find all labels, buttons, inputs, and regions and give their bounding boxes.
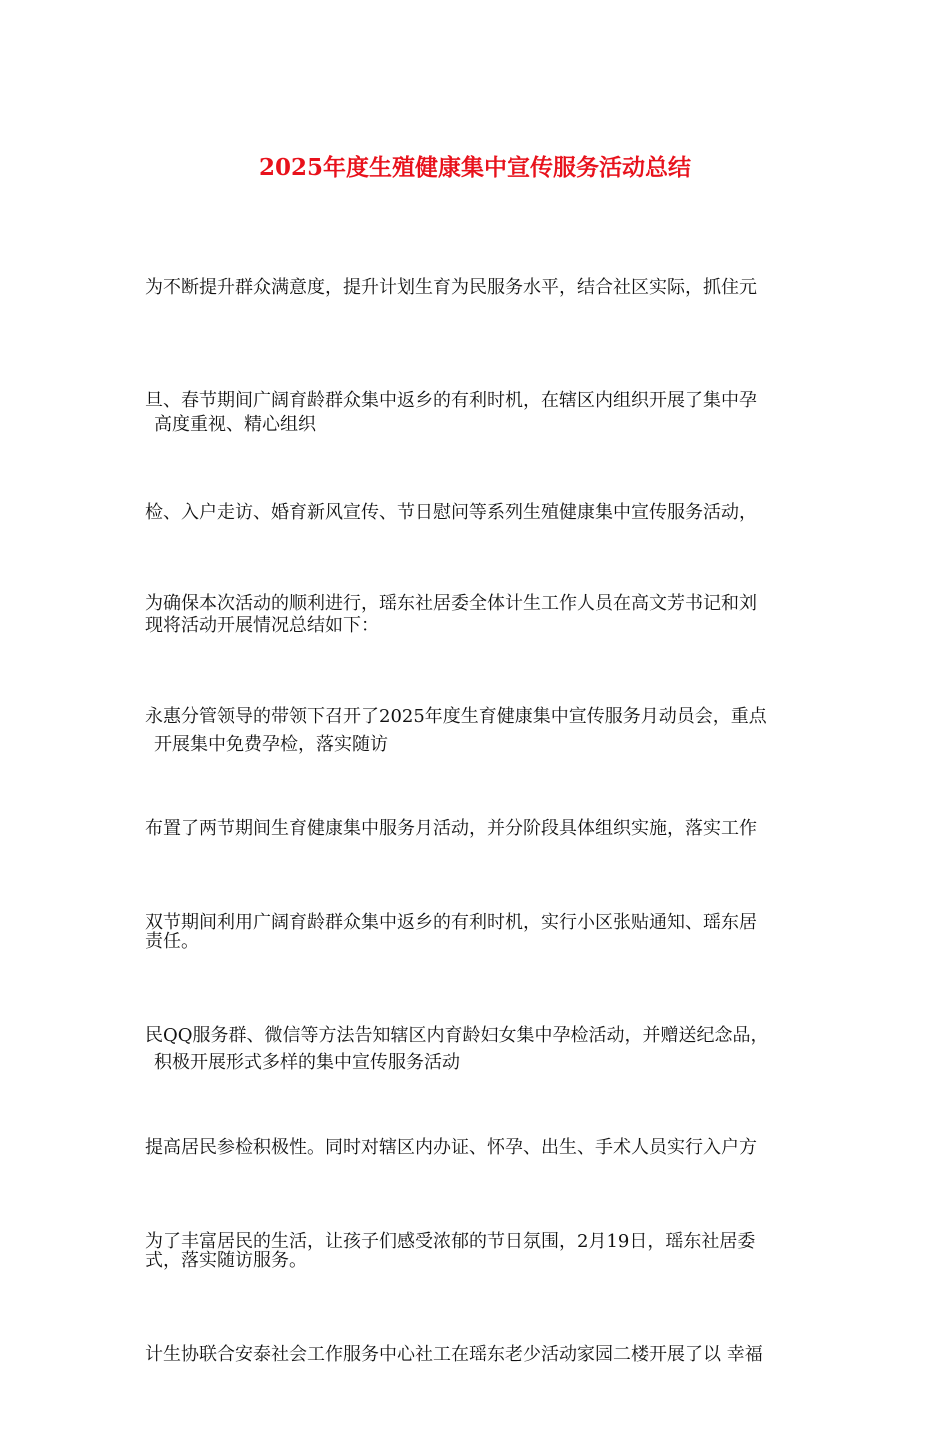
paragraph-line: 永惠分管领导的带领下召开了2025年度生育健康集中宣传服务月动员会，重点 — [145, 705, 767, 727]
section-heading-3: 积极开展形式多样的集中宣传服务活动 — [154, 1052, 460, 1073]
paragraph-line: 为了丰富居民的生活，让孩子们感受浓郁的节日氛围，2月19日，瑶东社居委 — [145, 1231, 756, 1252]
paragraph-line: 提高居民参检积极性。同时对辖区内办证、怀孕、出生、手术人员实行入户方 — [145, 1137, 757, 1158]
document-title: 2025年度生殖健康集中宣传服务活动总结 — [258, 154, 691, 181]
paragraph-line: 双节期间利用广阔育龄群众集中返乡的有利时机，实行小区张贴通知、瑶东居 — [145, 912, 757, 933]
paragraph-line: 责任。 — [145, 930, 199, 952]
section-heading-1: 高度重视、精心组织 — [154, 414, 316, 435]
section-heading-2: 开展集中免费孕检，落实随访 — [154, 734, 388, 755]
intro-line: 为不断提升群众满意度，提升计划生育为民服务水平，结合社区实际，抓住元 — [145, 277, 757, 298]
intro-line: 旦、春节期间广阔育龄群众集中返乡的有利时机，在辖区内组织开展了集中孕 — [145, 389, 757, 411]
section-paragraph-3 — [145, 1148, 805, 1448]
paragraph-line: 为确保本次活动的顺利进行，瑶东社居委全体计生工作人员在高文芳书记和刘 — [145, 593, 757, 614]
paragraph-line: 式，落实随访服务。 — [145, 1249, 307, 1271]
intro-line: 现将活动开展情况总结如下： — [145, 614, 379, 636]
intro-line: 检、入户走访、婚育新风宣传、节日慰问等系列生殖健康集中宣传服务活动， — [145, 502, 757, 523]
paragraph-line: 计生协联合安泰社会工作服务中心社工在瑶东老少活动家园二楼开展了以 幸福 — [145, 1343, 763, 1365]
paragraph-line: 布置了两节期间生育健康集中服务月活动，并分阶段具体组织实施，落实工作 — [145, 818, 757, 839]
paragraph-line: 民QQ服务群、微信等方法告知辖区内育龄妇女集中孕检活动，并赠送纪念品， — [145, 1024, 769, 1046]
